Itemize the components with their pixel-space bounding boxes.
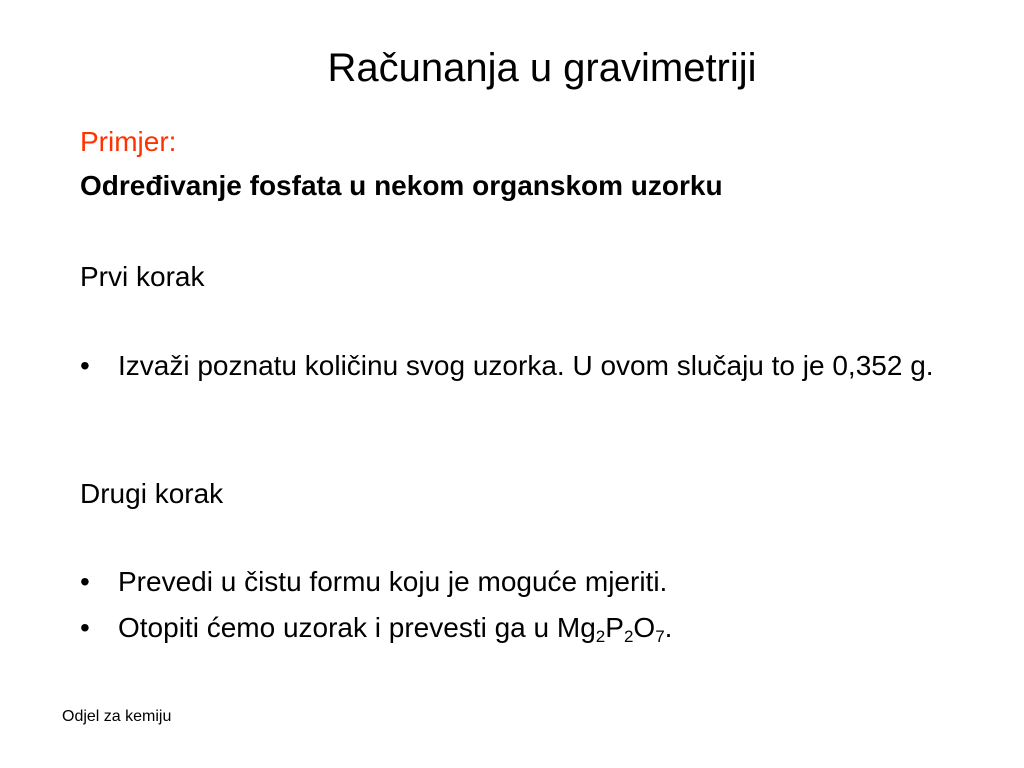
example-subtitle: Određivanje fosfata u nekom organskom uzorku	[80, 170, 723, 201]
formula-subscript: 2	[623, 627, 634, 646]
bullet-item	[80, 610, 990, 646]
formula-element: O	[633, 612, 656, 643]
example-label: Primjer:	[80, 126, 177, 157]
chemical-formula	[556, 612, 665, 646]
bullet-item	[80, 564, 990, 600]
formula-subscript: 2	[595, 627, 606, 646]
step-heading-first: Prvi korak	[80, 261, 205, 292]
bullet-text: Prevedi u čistu formu koju je moguće mjeriti.	[118, 566, 668, 597]
footer-department: Odjel za kemiju	[62, 708, 172, 725]
bullet-text: Izvaži poznatu količinu svog uzorka. U ovom slučaju to je 0,352 g.	[118, 350, 934, 381]
bullet-dot: •	[80, 350, 90, 381]
bullet-text-suffix: .	[664, 612, 673, 643]
formula-element: P	[605, 612, 624, 643]
bullet-dot: •	[80, 566, 90, 597]
formula-subscript: 7	[655, 627, 665, 646]
step-heading-second: Drugi korak	[80, 478, 224, 509]
bullet-text-prefix: Otopiti ćemo uzorak i prevesti ga u	[118, 612, 557, 643]
bullet-dot: •	[80, 612, 90, 643]
slide-title: Računanja u gravimetriji	[327, 46, 757, 90]
bullet-text	[118, 610, 990, 646]
formula-element: Mg	[556, 612, 596, 643]
bullet-item	[80, 348, 990, 384]
